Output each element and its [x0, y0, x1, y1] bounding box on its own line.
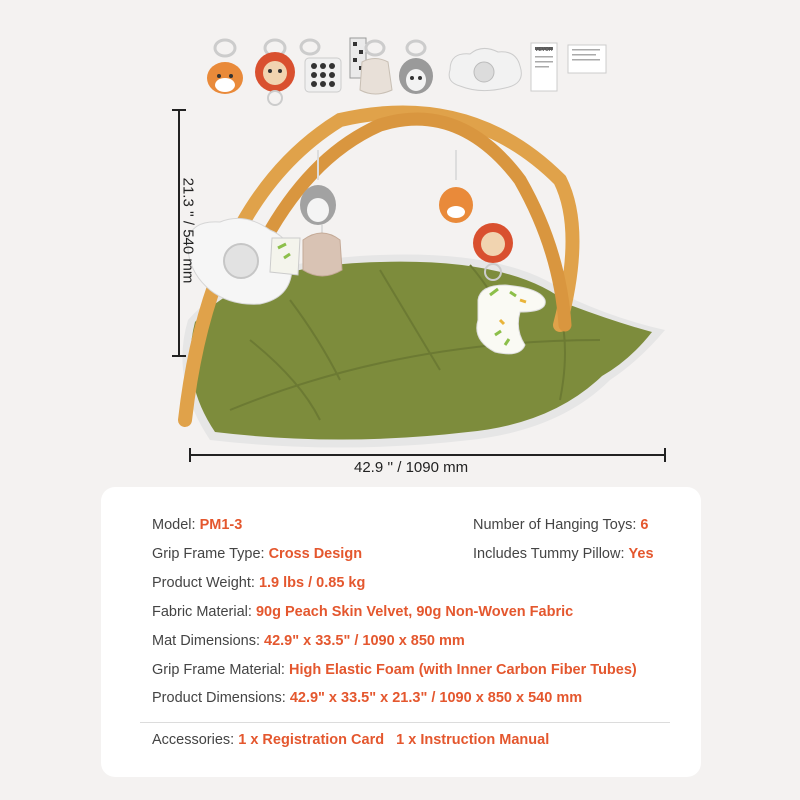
spec-value: 1 x Registration Card 1 x Instruction Manual	[238, 732, 550, 748]
spec-grip-frame-type	[152, 546, 362, 562]
mirror-card-top	[301, 40, 341, 92]
spec-value: 42.9" x 33.5" x 21.3" / 1090 x 850 x 540 mm	[289, 690, 583, 706]
hanging-fox	[439, 150, 473, 223]
spec-value: PM1-3	[199, 517, 243, 533]
spec-product-dimensions	[152, 690, 582, 706]
spec-weight	[152, 575, 365, 591]
width-dimension-label: 42.9 '' / 1090 mm	[354, 459, 469, 476]
spec-grip-material	[152, 662, 637, 678]
spec-label: Grip Frame Material:	[152, 662, 285, 678]
spec-label: Product Weight:	[152, 575, 255, 591]
bear-cloth-toy-top	[360, 41, 392, 94]
spec-label: Accessories:	[152, 732, 235, 748]
spec-value: Cross Design	[268, 546, 363, 562]
spec-label: Model:	[152, 517, 196, 533]
spec-value: 1.9 lbs / 0.85 kg	[258, 575, 366, 591]
spec-divider	[140, 722, 670, 723]
spec-value: 90g Peach Skin Velvet, 90g Non-Woven Fabric	[255, 604, 574, 620]
spec-value: 42.9" x 33.5" / 1090 x 850 mm	[264, 633, 465, 649]
spec-accessories	[152, 732, 549, 748]
spec-value: High Elastic Foam (with Inner Carbon Fiber Tubes)	[288, 662, 637, 678]
spec-label: Mat Dimensions:	[152, 633, 260, 649]
spec-model	[152, 517, 242, 533]
spec-label: Number of Hanging Toys:	[473, 517, 637, 533]
height-dimension-label: 21.3 '' / 540 mm	[179, 177, 197, 284]
registration-card-brand: VEVOR	[535, 47, 553, 53]
spec-label: Grip Frame Type:	[152, 546, 265, 562]
spec-label: Product Dimensions:	[152, 690, 286, 706]
hanging-bear-cloth	[303, 225, 342, 276]
spec-label: Includes Tummy Pillow:	[473, 546, 625, 562]
hanging-book	[270, 238, 300, 275]
lion-toy-top	[255, 40, 295, 105]
hedgehog-toy-top	[399, 41, 433, 94]
instruction-manual-top	[568, 45, 606, 73]
spec-fabric	[152, 604, 573, 620]
cloud-mirror-top	[449, 48, 521, 90]
spec-tummy-pillow	[473, 546, 654, 562]
spec-value: 6	[640, 517, 649, 533]
spec-label: Fabric Material:	[152, 604, 252, 620]
spec-value: Yes	[628, 546, 654, 562]
spec-mat-dimensions	[152, 633, 465, 649]
fox-toy-top	[207, 40, 243, 94]
spec-hanging-toys	[473, 517, 648, 533]
